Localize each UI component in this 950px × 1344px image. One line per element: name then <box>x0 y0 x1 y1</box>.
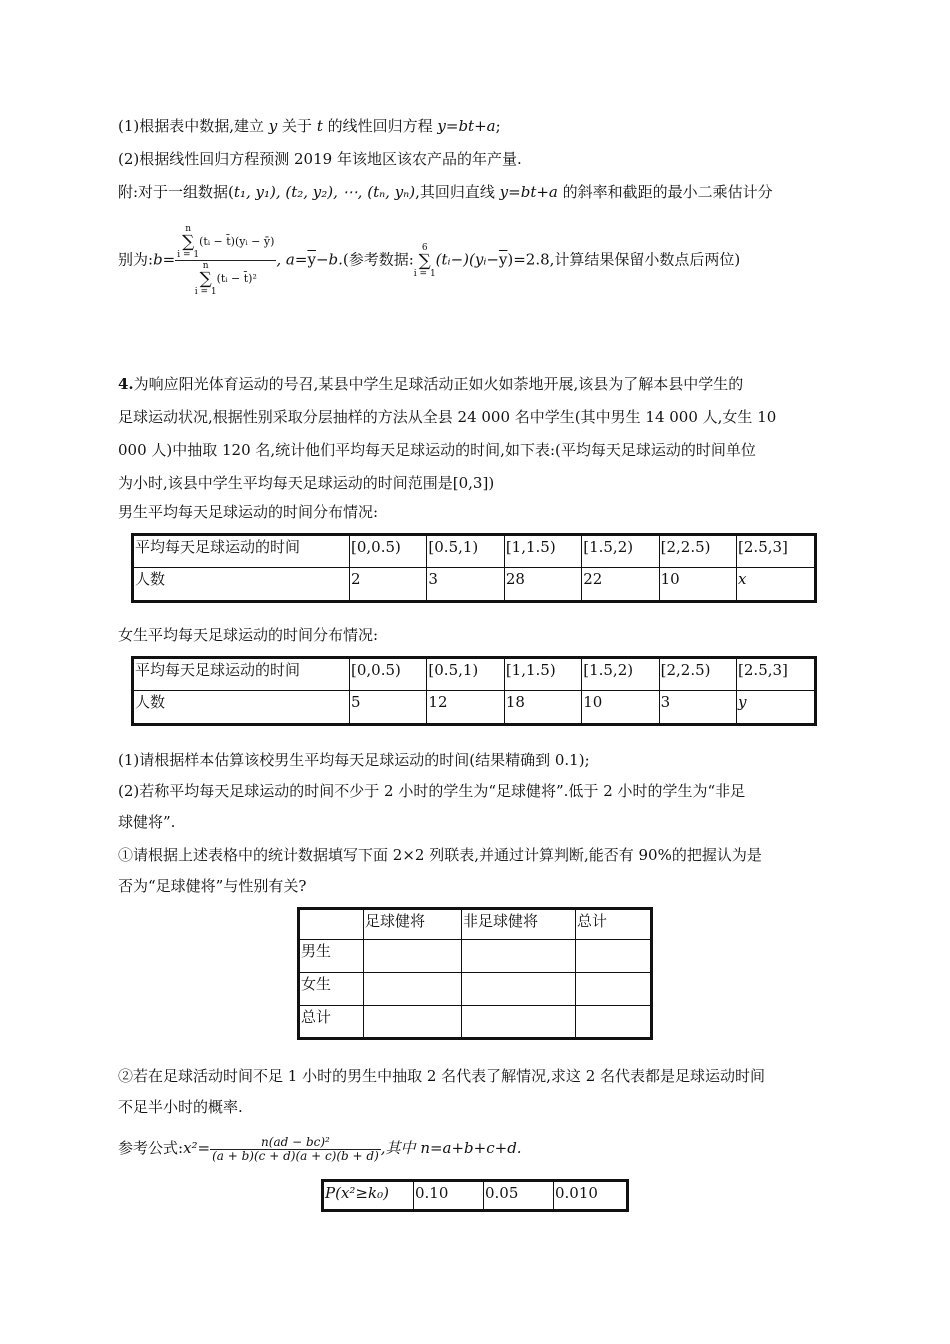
table-cell: 男生 <box>299 940 364 973</box>
table-cell: 人数 <box>133 691 350 725</box>
table-cell <box>462 1006 576 1039</box>
table-cell: 12 <box>427 691 504 725</box>
contingency-table <box>297 907 653 1040</box>
table-cell: [0.5,1) <box>427 658 504 691</box>
male-table <box>131 533 817 603</box>
table-cell: [1.5,2) <box>582 535 659 568</box>
table-cell: 22 <box>582 568 659 602</box>
table-cell <box>462 973 576 1006</box>
table-cell: 0.10 <box>414 1181 484 1211</box>
table-cell: 总计 <box>576 909 652 940</box>
table-cell: 人数 <box>133 568 350 602</box>
table-cell: 5 <box>350 691 427 725</box>
table-row <box>299 909 652 940</box>
table-cell: 总计 <box>299 1006 364 1039</box>
table-cell: 0.010 <box>554 1181 628 1211</box>
sub-question-2: (2)若称平均每天足球运动的时间不少于 2 小时的学生为“足球健将”.低于 2 小时的学生为“非足 <box>118 782 746 800</box>
table-cell: 18 <box>504 691 581 725</box>
table-cell: 2 <box>350 568 427 602</box>
table-row <box>133 568 816 602</box>
table-cell: 非足球健将 <box>462 909 576 940</box>
table-cell <box>364 940 462 973</box>
table-cell: [2.5,3] <box>737 658 816 691</box>
table-row <box>299 940 652 973</box>
table-cell <box>299 909 364 940</box>
q3-part1: (1)根据表中数据,建立 y 关于 t 的线性回归方程 y=bt+a; <box>118 117 501 135</box>
q4-line-1: 4.为响应阳光体育运动的号召,某县中学生足球活动正如火如荼地开展,该县为了解本县中学生的 <box>118 375 744 393</box>
q4-line-2: 足球运动状况,根据性别采取分层抽样的方法从全县 24 000 名中学生(其中男生 14 000 人,女生 10 <box>118 408 777 426</box>
table-cell: 平均每天足球运动的时间 <box>133 535 350 568</box>
probability-table <box>321 1179 629 1212</box>
table-row <box>299 973 652 1006</box>
table-cell: P(x²≥k₀) <box>323 1181 414 1211</box>
table-cell: 0.05 <box>484 1181 554 1211</box>
female-table <box>131 656 817 726</box>
table-cell <box>462 940 576 973</box>
table-cell <box>364 1006 462 1039</box>
table-cell: [0,0.5) <box>350 535 427 568</box>
table-cell: 女生 <box>299 973 364 1006</box>
table-cell: y <box>737 691 816 725</box>
table-cell: [0.5,1) <box>427 535 504 568</box>
sub-question-2-2: ②若在足球活动时间不足 1 小时的男生中抽取 2 名代表了解情况,求这 2 名代表都是足球运动时间 <box>118 1067 766 1085</box>
q4-line-4: 为小时,该县中学生平均每天足球运动的时间范围是[0,3]) <box>118 474 495 492</box>
table-cell: x <box>737 568 816 602</box>
sub-question-2-1: ①请根据上述表格中的统计数据填写下面 2×2 列联表,并通过计算判断,能否有 90%的把握认为是 <box>118 846 762 864</box>
table-cell <box>576 1006 652 1039</box>
table-cell: 3 <box>659 691 736 725</box>
table-cell: [1,1.5) <box>504 535 581 568</box>
table-row <box>133 691 816 725</box>
sub-question-2-cont: 球健将”. <box>118 813 176 831</box>
table-cell: [2,2.5) <box>659 535 736 568</box>
table-cell: [2.5,3] <box>737 535 816 568</box>
q3-formula: 别为:b= n ∑ i = 1(tᵢ − t̄)(yᵢ − ȳ) n ∑ i = 1(tᵢ − t̄)² , $a=\overline{y}-b$.(参考数据:6 ∑ $i = 1(tᵢ-)(yᵢ-\overline{y})=2.8$,计算结果保留小数点后两位) <box>118 224 741 297</box>
sub-question-2-1-cont: 否为“足球健将”与性别有关? <box>118 877 307 895</box>
table-cell: [2,2.5) <box>659 658 736 691</box>
table-cell <box>576 940 652 973</box>
table-cell: 平均每天足球运动的时间 <box>133 658 350 691</box>
table-cell: [1.5,2) <box>582 658 659 691</box>
b-fraction: n ∑ i = 1(tᵢ − t̄)(yᵢ − ȳ) n ∑ i = 1(tᵢ − t̄)² <box>177 224 275 297</box>
table-cell: 10 <box>582 691 659 725</box>
table-cell: 28 <box>504 568 581 602</box>
table-row <box>323 1181 628 1211</box>
q4-line-3: 000 人)中抽取 120 名,统计他们平均每天足球运动的时间,如下表:(平均每天足球运动的时间单位 <box>118 441 756 459</box>
table-row <box>133 658 816 691</box>
sub-question-1: (1)请根据样本估算该校男生平均每天足球运动的时间(结果精确到 0.1); <box>118 751 590 769</box>
male-caption: 男生平均每天足球运动的时间分布情况: <box>118 503 379 521</box>
table-cell <box>364 973 462 1006</box>
table-cell: 3 <box>427 568 504 602</box>
chi-square-fraction: $\frac{\text{n(ad − bc)²}}{(a + b)(c + d)(a + c)(b + d)}$ <box>212 1134 379 1163</box>
female-caption: 女生平均每天足球运动的时间分布情况: <box>118 626 379 644</box>
table-cell: [0,0.5) <box>350 658 427 691</box>
table-cell: 10 <box>659 568 736 602</box>
sub-question-2-2-cont: 不足半小时的概率. <box>118 1098 243 1116</box>
table-cell: 足球健将 <box>364 909 462 940</box>
reference-formula: 参考公式:x²= $\frac{\text{n(ad − bc)²}}{(a + b)(c + d)(a + c)(b + d)}$ ,其中 n=a+b+c+d. <box>118 1134 522 1163</box>
table-row <box>133 535 816 568</box>
q3-appendix: 附:对于一组数据(t₁, y₁), (t₂, y₂), ⋯, (tₙ, yₙ),其回归直线 y=bt+a 的斜率和截距的最小二乘估计分 <box>118 183 773 201</box>
table-row <box>299 1006 652 1039</box>
table-cell: [1,1.5) <box>504 658 581 691</box>
table-cell <box>576 973 652 1006</box>
q3-part2: (2)根据线性回归方程预测 2019 年该地区该农产品的年产量. <box>118 150 522 168</box>
